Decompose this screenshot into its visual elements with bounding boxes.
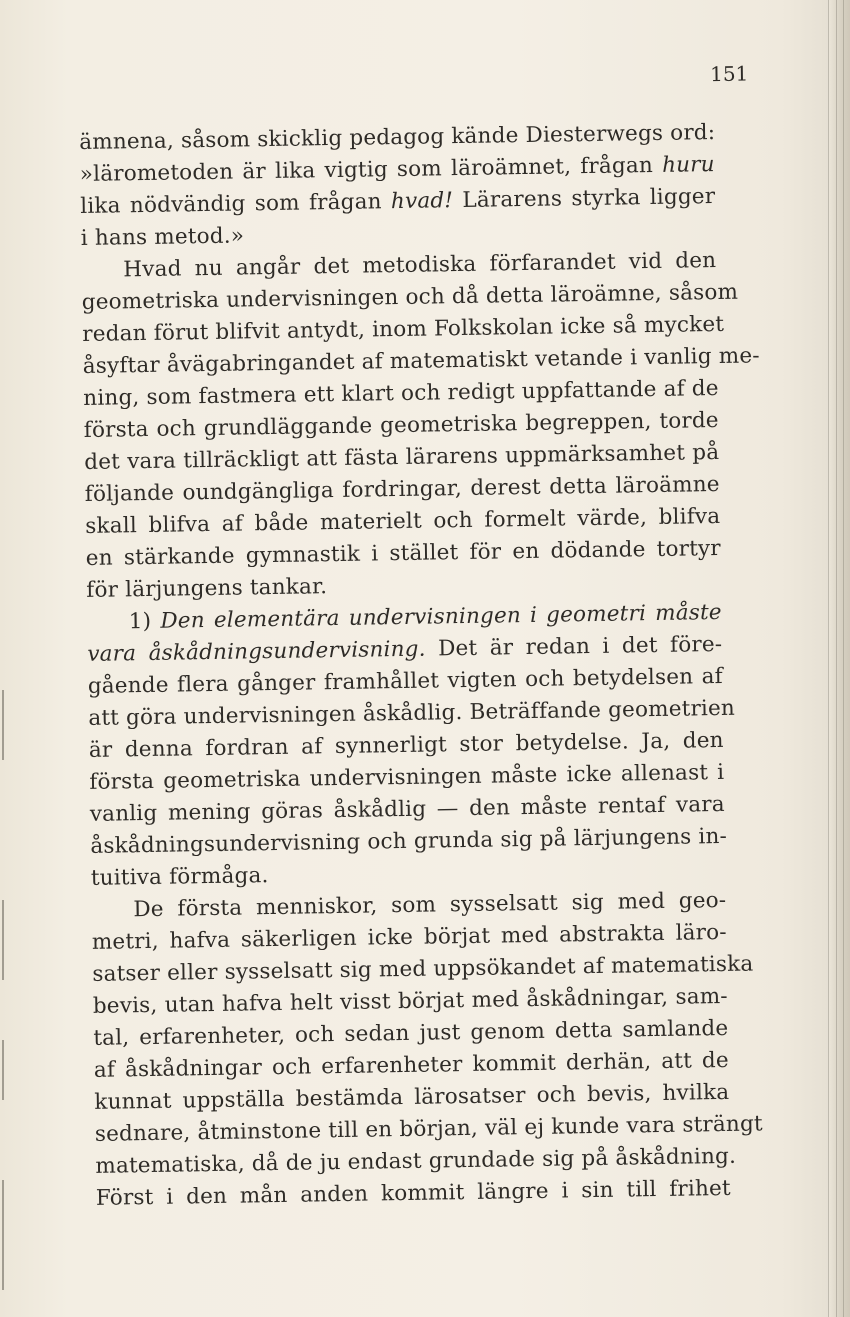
text-line: att göra undervisningen åskådlig. Beträffande geometrien (88, 695, 736, 731)
text-line: i hans metod.» (80, 223, 245, 251)
text-line: matematiska, då de ju endast grundade sig på åskådning. (95, 1143, 737, 1179)
text-line: är denna fordran af synnerligt stor betydelse. Ja, den (88, 727, 724, 763)
text-line: redan förut blifvit antydt, inom Folkskolan icke så mycket (82, 311, 725, 347)
text-line: af åskådningar och erfarenheter kommit derhän, att de (93, 1047, 729, 1083)
text-line: åskådningsundervisning och grunda sig på lärjungens in- (90, 823, 728, 859)
text-line: lika nödvändig som frågan hvad! Lärarens styrka ligger (80, 184, 716, 219)
page-text-block (78, 50, 763, 1211)
text-line: gående flera gånger framhållet vigten och betydelsen af (87, 663, 723, 699)
left-margin-mark (2, 1180, 4, 1290)
text-line: skall blifva af både materielt och formelt värde, blifva (85, 503, 721, 539)
text-line: för lärjungens tankar. (86, 574, 328, 603)
text-line: bevis, utan hafva helt visst börjat med åskådningar, sam- (92, 983, 728, 1019)
text-line: vanlig mening göras åskådlig — den måste rentaf vara (89, 791, 725, 827)
page-edge-line (836, 0, 837, 1317)
text-line: vara åskådningsundervisning. Det är redan i det före- (87, 631, 723, 667)
text-line: första geometriska undervisningen måste icke allenast i (89, 759, 725, 795)
page-edge-shadow (828, 0, 850, 1317)
text-line: Hvad nu angår det metodiska förfarandet vid den (123, 248, 717, 283)
text-line: »lärometoden är lika vigtig som läroämnet, frågan huru (79, 152, 715, 187)
text-line: satser eller sysselsatt sig med uppsökandet af matematiska (92, 951, 754, 987)
text-line: sednare, åtminstone till en början, väl ej kunde vara strängt (94, 1111, 763, 1147)
text-line: Först i den mån anden kommit längre i sin till frihet (95, 1175, 732, 1211)
text-line: metri, hafva säkerligen icke börjat med abstrakta läro- (91, 919, 727, 955)
page-edge-line (828, 0, 829, 1317)
text-line: tuitiva förmåga. (90, 863, 269, 891)
page-edge-line (843, 0, 844, 1317)
text-line: en stärkande gymnastik i stället för en dödande tortyr (85, 535, 721, 571)
text-line: det vara tillräckligt att fästa lärarens uppmärksamhet på (84, 439, 720, 475)
text-line: kunnat uppställa bestämda lärosatser och bevis, hvilka (94, 1079, 730, 1115)
text-line: ämnena, såsom skicklig pedagog kände Diesterwegs ord: (79, 120, 716, 155)
text-line: De första menniskor, som sysselsatt sig med geo- (133, 887, 727, 923)
left-margin-mark (2, 900, 4, 980)
text-line: följande oundgängliga fordringar, derest detta läroämne (84, 471, 720, 507)
text-line: 1) Den elementära undervisningen i geometri måste (128, 599, 722, 635)
left-margin-mark (2, 690, 4, 760)
text-line: ning, som fastmera ett klart och redigt uppfattande af de (83, 375, 719, 411)
text-line: första och grundläggande geometriska begreppen, torde (83, 407, 719, 443)
text-line: tal, erfarenheter, och sedan just genom detta samlande (93, 1015, 729, 1051)
page-number: 151 (709, 61, 749, 87)
text-line: geometriska undervisningen och då detta läroämne, såsom (81, 279, 739, 315)
text-line: åsyftar åvägabringandet af matematiskt vetande i vanlig me- (82, 343, 760, 379)
left-margin-mark (2, 1040, 4, 1100)
